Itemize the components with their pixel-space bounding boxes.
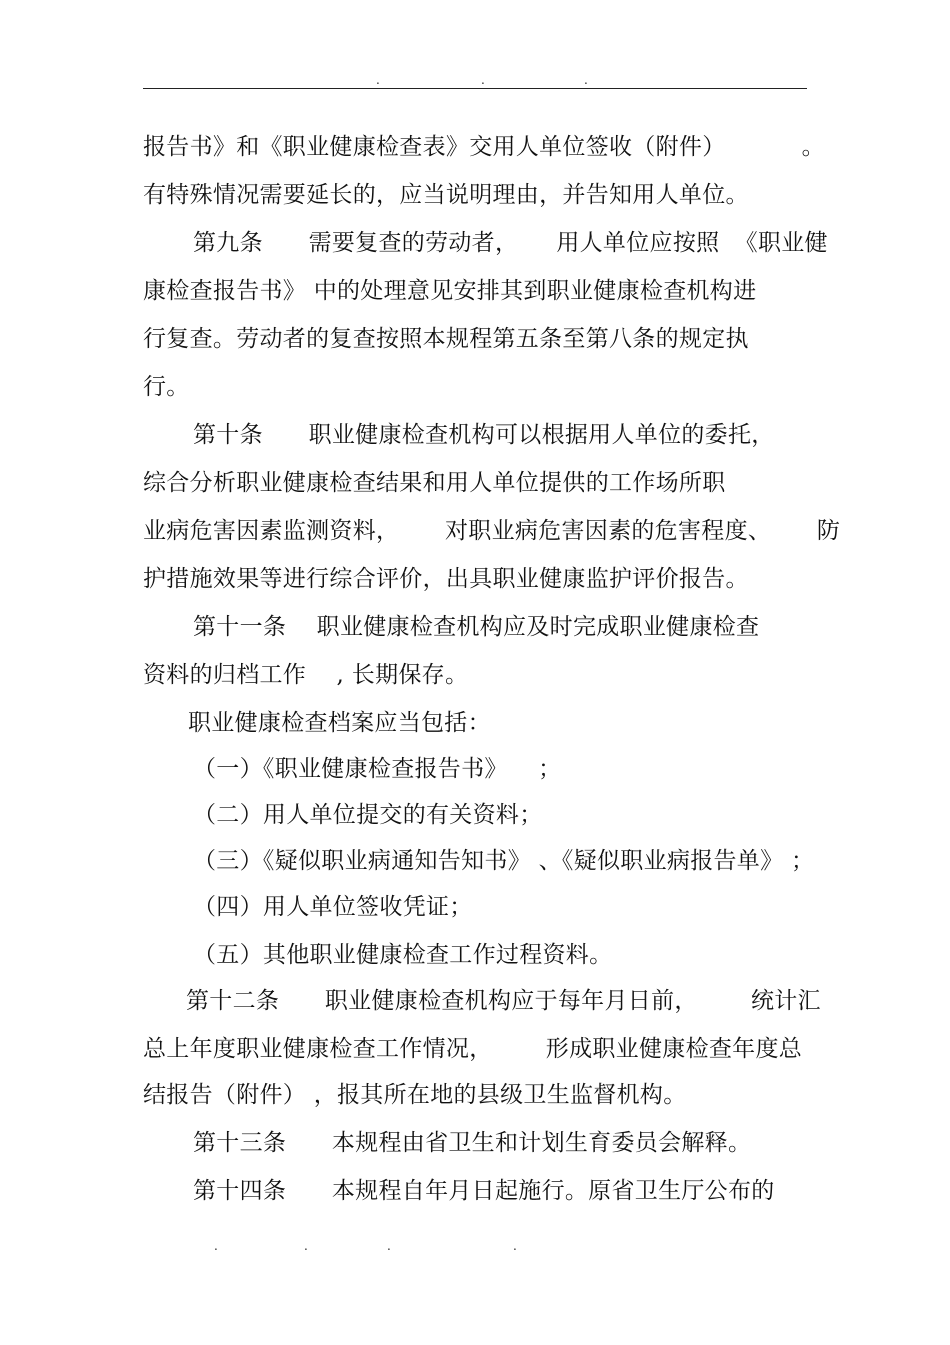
header-dot-3: . (584, 73, 588, 87)
footer-dot-4: . (513, 1239, 517, 1253)
header-dot-1: . (376, 73, 380, 87)
footer-dot-3: . (387, 1239, 391, 1253)
text-line-7: 第十条 职业健康检查机构可以根据用人单位的委托， (193, 422, 775, 448)
text-line-5: 行复查。劳动者的复查按照本规程第五条至第八条的规定执 (143, 326, 749, 352)
footer-dot-1: . (214, 1239, 218, 1253)
text-line-9: 业病危害因素监测资料， 对职业病危害因素的危害程度、 防 (143, 518, 841, 544)
header-dot-2: . (481, 73, 485, 87)
list-item-2: （二）用人单位提交的有关资料； (193, 802, 543, 828)
text-line-17: 第十三条 本规程由省卫生和计划生育委员会解释。 (193, 1130, 752, 1156)
text-line-12: 资料的归档工作 , 长期保存。 (143, 662, 469, 688)
list-item-5: （五）其他职业健康检查工作过程资料。 (193, 942, 613, 968)
text-line-16: 结报告（附件） ，报其所在地的县级卫生监督机构。 (143, 1082, 687, 1108)
text-line-10: 护措施效果等进行综合评价，出具职业健康监护评价报告。 (143, 566, 749, 592)
text-line-1: 报告书》和《职业健康检查表》交用人单位签收（附件） 。 (143, 134, 825, 160)
text-line-2: 有特殊情况需要延长的，应当说明理由，并告知用人单位。 (143, 182, 749, 208)
list-item-3: （三）《疑似职业病通知告知书》 、《疑似职业病报告单》 ； (193, 848, 815, 874)
text-line-3: 第九条 需要复查的劳动者， 用人单位应按照 《职业健 (193, 230, 828, 256)
text-line-6: 行。 (143, 374, 190, 400)
list-item-1: （一）《职业健康检查报告书》 ； (193, 756, 562, 782)
list-item-4: （四）用人单位签收凭证； (193, 894, 473, 920)
footer-dot-2: . (304, 1239, 308, 1253)
text-line-18: 第十四条 本规程自年月日起施行。原省卫生厅公布的 (193, 1178, 775, 1204)
text-line-13: 职业健康检查档案应当包括： (188, 710, 491, 736)
text-line-8: 综合分析职业健康检查结果和用人单位提供的工作场所职 (143, 470, 726, 496)
text-line-15: 总上年度职业健康检查工作情况， 形成职业健康检查年度总 (143, 1036, 803, 1062)
text-line-14: 第十二条 职业健康检查机构应于每年月日前， 统计汇 (186, 988, 821, 1014)
header-rule (143, 88, 807, 89)
text-line-4: 康检查报告书》 中的处理意见安排其到职业健康检查机构进 (143, 278, 757, 304)
text-line-11: 第十一条 职业健康检查机构应及时完成职业健康检查 (193, 614, 760, 640)
